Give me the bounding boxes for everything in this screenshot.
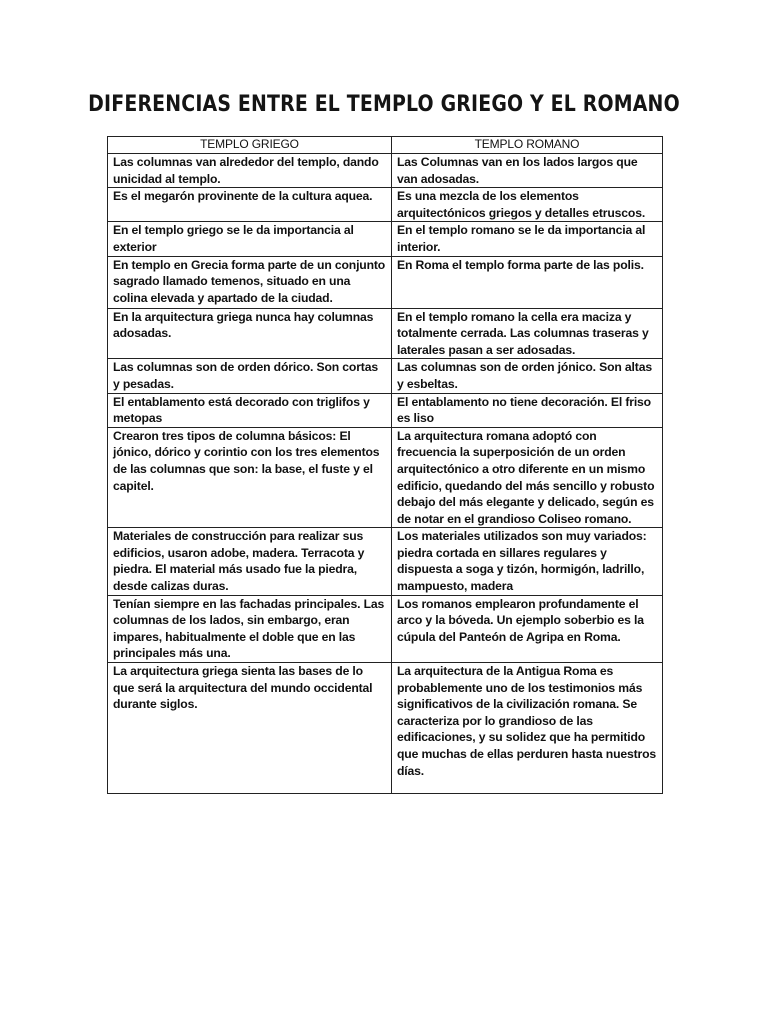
cell-romano: Los romanos emplearon profundamente el arco y la bóveda. Un ejemplo soberbio es la cúpula del Panteón de Agripa en Roma. [392,595,663,662]
comparison-table [107,136,663,794]
cell-griego: Tenían siempre en las fachadas principales. Las columnas de los lados, sin embargo, eran impares, habitualmente el doble que en las principales más una. [108,595,392,662]
cell-romano: La arquitectura romana adoptó con frecuencia la superposición de un orden arquitectónico a otro diferente en un mismo edificio, quedando del más sencillo y robusto debajo del más elegante y delicado, según es de notar en el grandioso Coliseo romano. [392,427,663,528]
cell-romano: Las columnas son de orden jónico. Son altas y esbeltas. [392,359,663,393]
cell-romano: Es una mezcla de los elementos arquitectónicos griegos y detalles etruscos. [392,188,663,222]
cell-romano: En el templo romano la cella era maciza y totalmente cerrada. Las columnas traseras y laterales pasan a ser adosadas. [392,308,663,359]
header-templo-romano: TEMPLO ROMANO [392,137,663,154]
header-templo-griego: TEMPLO GRIEGO [108,137,392,154]
table-row [108,427,663,528]
cell-romano: Las Columnas van en los lados largos que van adosadas. [392,154,663,188]
table-row [108,393,663,427]
table-row [108,222,663,256]
table-header-row [108,137,663,154]
cell-romano: El entablamento no tiene decoración. El friso es liso [392,393,663,427]
cell-romano: En Roma el templo forma parte de las polis. [392,256,663,308]
cell-griego: Crearon tres tipos de columna básicos: El jónico, dórico y corintio con los tres elementos de las columnas que son: la base, el fuste y el capitel. [108,427,392,528]
table-row [108,188,663,222]
cell-griego: En la arquitectura griega nunca hay columnas adosadas. [108,308,392,359]
cell-griego: Materiales de construcción para realizar sus edificios, usaron adobe, madera. Terracota y piedra. El material más usado fue la piedra, desde calizas duras. [108,528,392,595]
table-row [108,595,663,662]
cell-romano: Los materiales utilizados son muy variados: piedra cortada en sillares regulares y dispuesta a soga y tizón, hormigón, ladrillo, mampuesto, madera [392,528,663,595]
cell-griego: Es el megarón provinente de la cultura aquea. [108,188,392,222]
cell-griego: La arquitectura griega sienta las bases de lo que será la arquitectura del mundo occidental durante siglos. [108,663,392,794]
table-row [108,308,663,359]
cell-griego: Las columnas son de orden dórico. Son cortas y pesadas. [108,359,392,393]
cell-griego: En el templo griego se le da importancia al exterior [108,222,392,256]
table-row [108,154,663,188]
table-row [108,528,663,595]
table-row [108,359,663,393]
cell-griego: El entablamento está decorado con triglifos y metopas [108,393,392,427]
cell-griego: Las columnas van alrededor del templo, dando unicidad al templo. [108,154,392,188]
cell-romano: La arquitectura de la Antigua Roma es probablemente uno de los testimonios más significativos de la civilización romana. Se caracteriza por lo grandioso de las edificaciones, y su solidez que ha permitido que muchas de ellas perduren hasta nuestros días. [392,663,663,794]
table-row [108,663,663,794]
cell-griego: En templo en Grecia forma parte de un conjunto sagrado llamado temenos, situado en una colina elevada y apartado de la ciudad. [108,256,392,308]
table-row [108,256,663,308]
cell-romano: En el templo romano se le da importancia al interior. [392,222,663,256]
page-title: DIFERENCIAS ENTRE EL TEMPLO GRIEGO Y EL ROMANO [88,92,680,117]
